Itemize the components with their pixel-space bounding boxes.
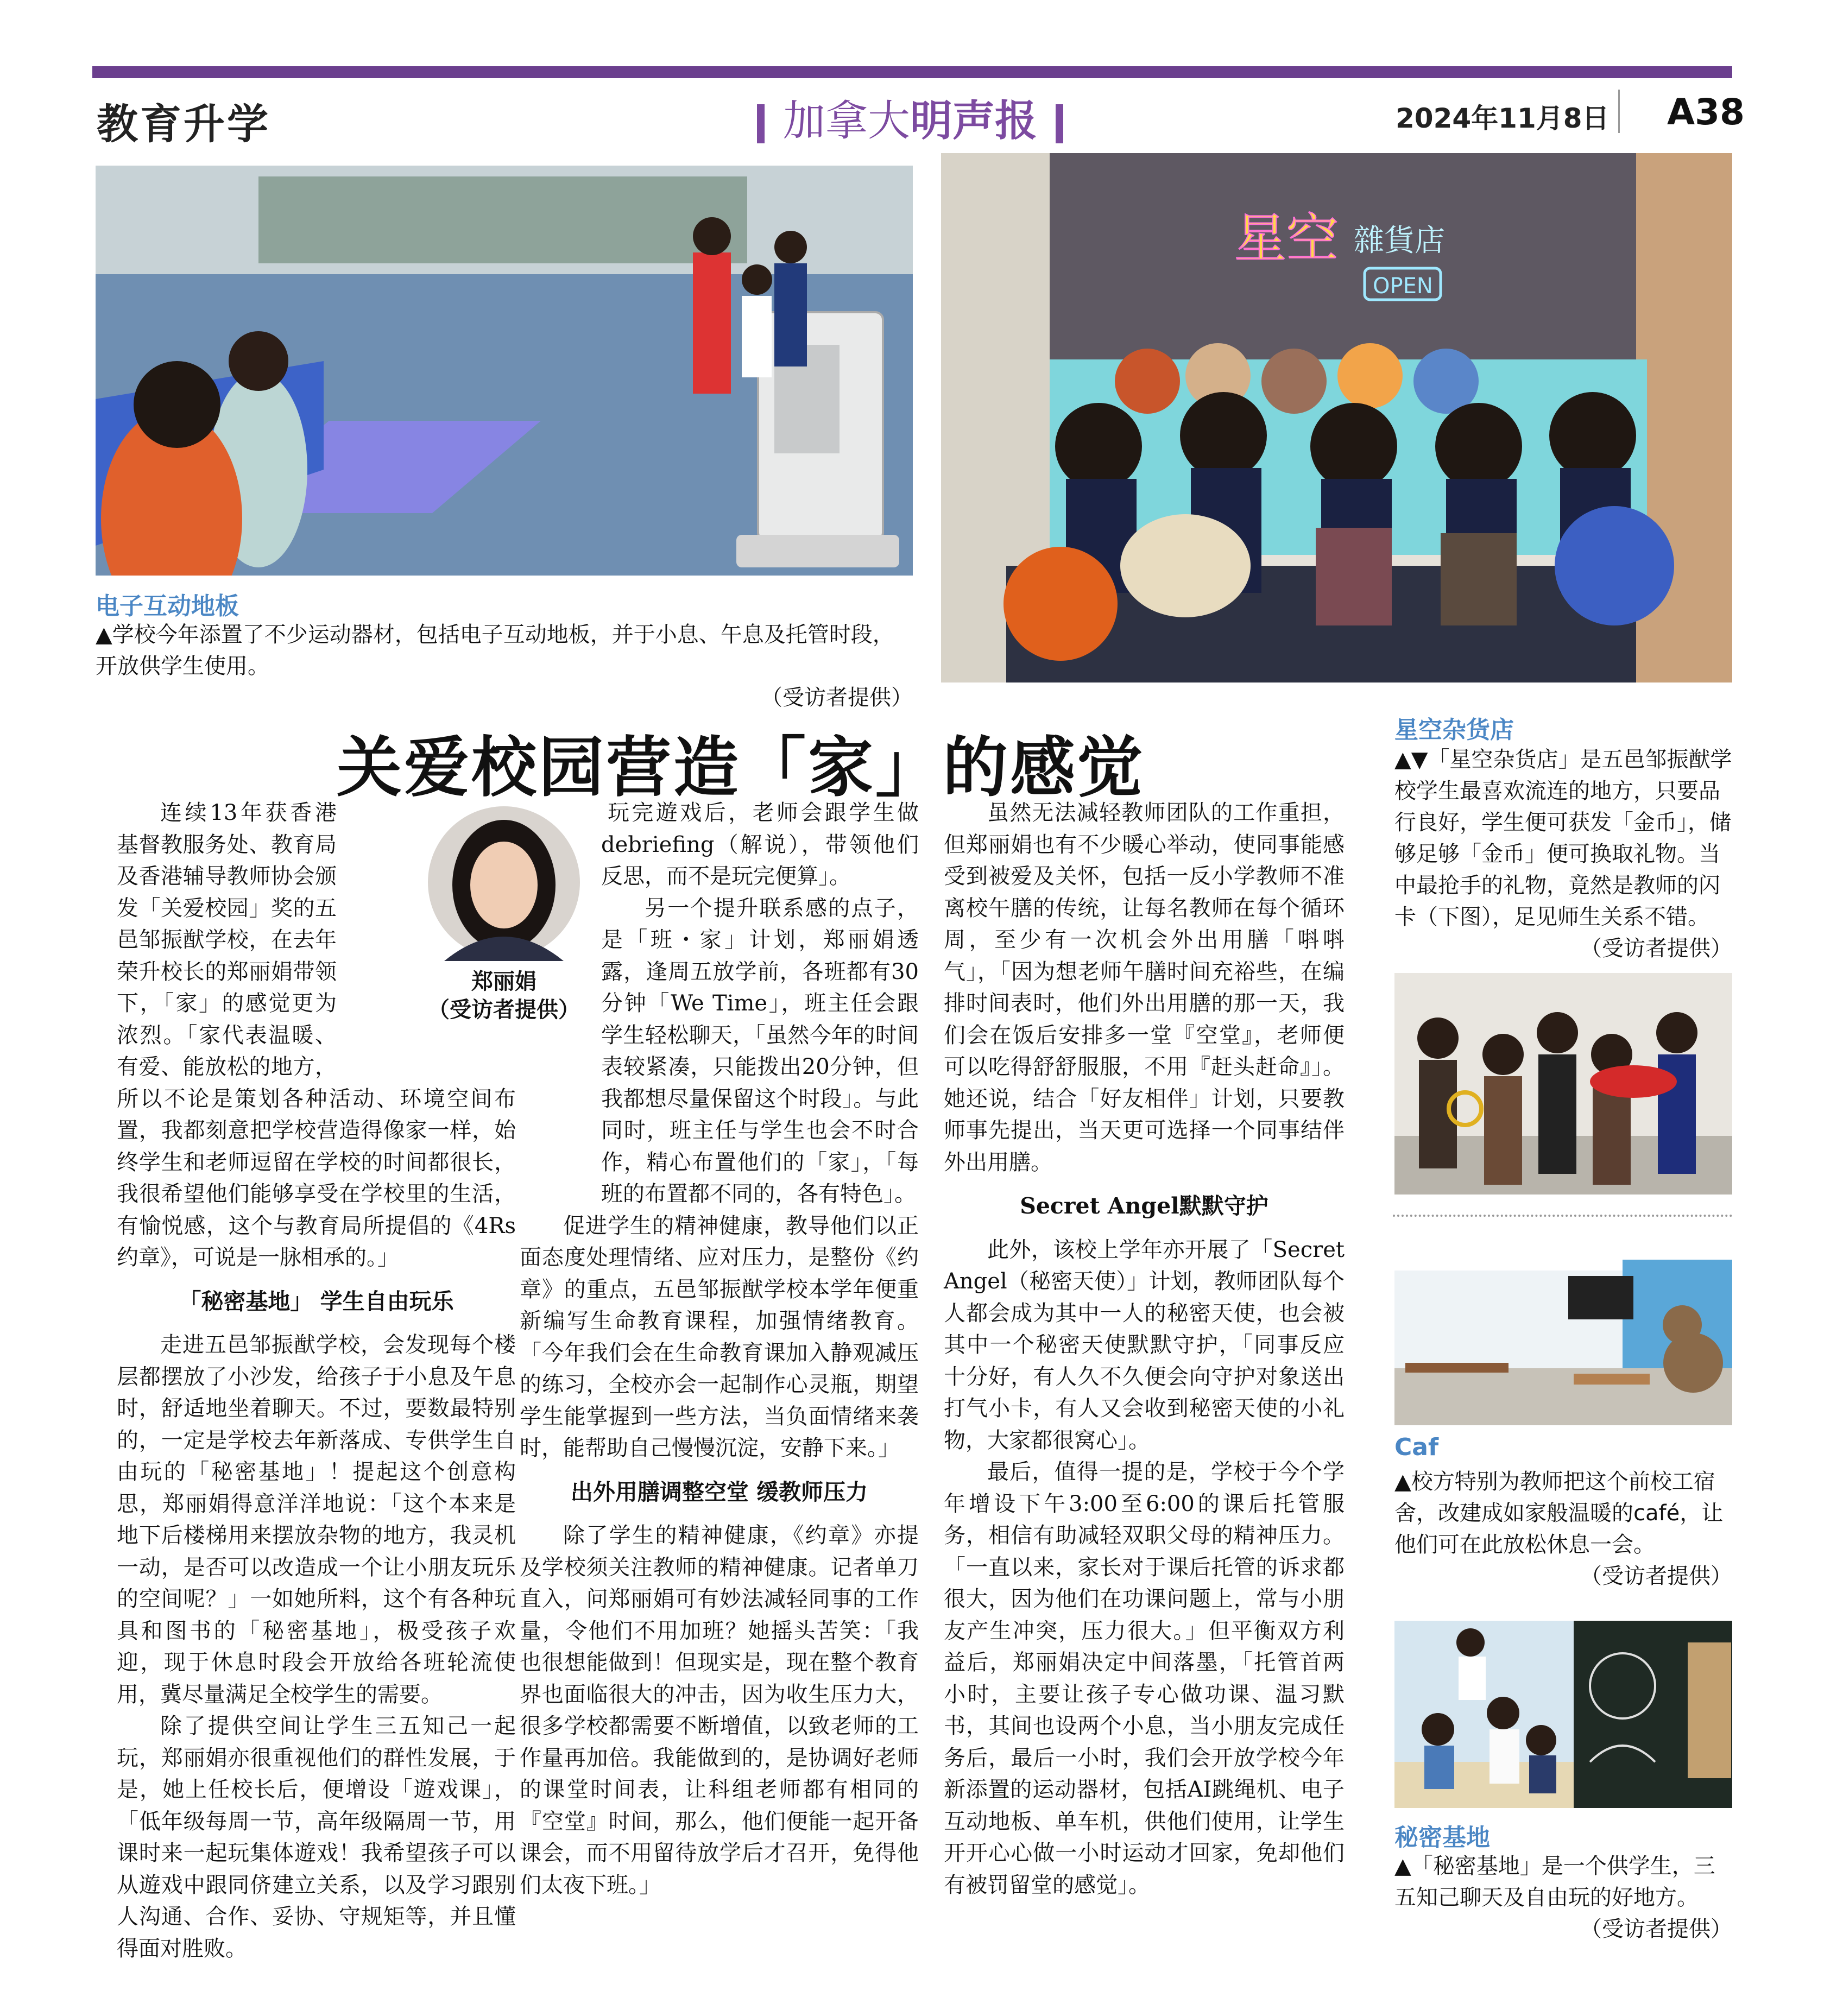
masthead-bar-right [1056,104,1063,143]
photo-teacher-flashcard [1394,973,1732,1195]
col1-paragraph: 连续13年获香港基督教服务处、教育局及香港辅导教师协会颁发「关爱校园」奖的五邑邹振猷学校，在去年荣升校长的郑丽娟带领下，「家」的感觉更为浓烈。「家代表温暖、有爱、能放松的地方，所以不论是策划各种活动、环境空间布置，我都刻意把学校营造得像家一样，始终学生和老师逗留在学校的时间都很长，我很希望他们能够享受在学校里的生活，有愉悦感，这个与教育局所提倡的《4Rs约章》，可说是一脉相承的。」 [117,800,516,1270]
cafe-caption [1394,1466,1732,1592]
store-credit: （受访者提供） [1580,936,1732,961]
subheading-secret-base: 「秘密基地」 学生自由玩乐 [179,1288,454,1314]
store-title: 星空杂货店 [1394,716,1514,744]
portrait-credit: （受访者提供） [428,997,580,1022]
photo-star-grocery [941,153,1732,682]
col1-paragraph: 除了提供空间让学生三五知己一起玩，郑丽娟亦很重视他们的群性发展，于是，她上任校长后，便增设「遊戏课」，「低年级每周一节，高年级隔周一节，用课时来一起玩集体遊戏！我希望孩子可以从遊戏中跟同侪建立关系，以及学习跟别人沟通、合作、妥协、守规矩等，并且懂得面对胜败。 [117,1714,516,1961]
photo1-caption-text: ▲学校今年添置了不少运动器材，包括电子互动地板，并于小息、午息及托管时段，开放供学生使用。 [96,622,894,679]
secret-title: 秘密基地 [1394,1824,1490,1851]
cafe-title: Caf [1394,1433,1439,1461]
col2-paragraph: 玩完遊戏后，老师会跟学生做debriefing（解说），带领他们反思，而不是玩完便算」。 [601,800,919,889]
portrait-name: 郑丽娟 [471,969,537,994]
masthead-bar-left [757,104,765,143]
cafe-credit: （受访者提供） [1580,1564,1732,1589]
col2-paragraph: 促进学生的精神健康，教导他们以正面态度处理情绪、应对压力，是整份《约章》的重点，五邑邹振猷学校本学年便重新编写生命教育课程，加强情绪教育。「今年我们会在生命教育课加入静观减压的练习，全校亦会一起制作心灵瓶，期望学生能掌握到一些方法，当负面情绪来袭时，能帮助自己慢慢沉淀，安静下来。」 [520,1213,919,1461]
teachers-costume-illustration [1394,973,1732,1195]
secret-base-illustration [1394,1621,1732,1808]
masthead [739,87,1082,148]
headline: 关爱校园营造「家」的感觉 [337,729,1145,806]
open-sign-text: OPEN [1373,274,1433,299]
photo-interactive-floor [96,166,913,576]
secret-credit: （受访者提供） [1580,1917,1732,1942]
col3-paragraph: 此外，该校上学年亦开展了「Secret Angel（秘密天使）」计划，教师团队每个人都会成为其中一人的秘密天使，也会被其中一个秘密天使默默守护，「同事反应十分好，有人久不久便会向守护对象送出打气小卡，有人又会收到秘密天使的小礼物，大家都很窝心」。 [944,1237,1345,1453]
photo1-title: 电子互动地板 [96,592,239,620]
header-divider [1618,90,1620,133]
photo1-caption [96,619,913,713]
col3-paragraph: 最后，值得一提的是，学校于今个学年增设下午3:00至6:00的课后托管服务，相信有助减轻双职父母的精神压力。「一直以来，家长对于课后托管的诉求都很大，因为他们在功课问题上，常与小朋友产生冲突，压力很大。」但平衡双方利益后，郑丽娟决定中间落墨，「托管首两小时，主要让孩子专心做功课、温习默书，其间也设两个小息，当小朋友完成任务后，最后一小时，我们会开放学校今年新添置的运动器材，包括AI跳绳机、电子互动地板、单车机，供他们使用，让学生开开心心做一小时运动才回家，免却他们有被罚留堂的感觉」。 [944,1459,1345,1898]
sidebar-divider [1393,1215,1732,1217]
star-grocery-illustration [941,153,1732,682]
masthead-name: 明声报 [910,97,1038,146]
neon-main-text: 星空 [1234,208,1339,269]
store-caption [1394,744,1732,964]
interactive-floor-illustration [96,166,913,576]
masthead-prefix: 加拿大 [783,97,911,146]
page-number: A38 [1667,91,1745,133]
top-rule [92,66,1732,78]
cafe-caption-text: ▲校方特别为教师把这个前校工宿舍，改建成如家般温暖的café，让他们可在此放松休息一会。 [1394,1469,1724,1557]
col2-indented-block [601,797,919,1210]
subheading-lunch: 出外用膳调整空堂 缓教师压力 [570,1478,868,1505]
col2-paragraph: 除了学生的精神健康，《约章》亦提及学校须关注教师的精神健康。记者单刀直入，问郑丽娟可有妙法减轻同事的工作量，令他们不用加班？她摇头苦笑：「我也很想能做到！但现实是，现在整个教育界也面临很大的冲击，因为收生压力大，很多学校都需要不断增值，以致老师的工作量再加倍。我能做到的，是协调好老师的课堂时间表，让科组老师都有相同的『空堂』时间，那么，他们便能一起开备课会，而不用留待放学后才召开，免得他们太夜下班。」 [520,1523,919,1898]
secret-caption-text: ▲「秘密基地」是一个供学生，三五知己聊天及自由玩的好地方。 [1394,1854,1715,1910]
col1-paragraph: 走进五邑邹振猷学校，会发现每个楼层都摆放了小沙发，给孩子于小息及午息时，舒适地坐着聊天。不过，要数最特别的，一定是学校去年新落成、专供学生自由玩的「秘密基地」！提起这个创意构思，郑丽娟得意洋洋地说：「这个本来是地下后楼梯用来摆放杂物的地方，我灵机一动，是否可以改造成一个让小朋友玩乐的空间呢？」一如她所料，这个有各种玩具和图书的「秘密基地」，极受孩子欢迎，现于休息时段会开放给各班轮流使用，冀尽量满足全校学生的需要。 [117,1332,516,1707]
cafe-illustration [1394,1238,1732,1425]
issue-date: 2024年11月8日 [1396,103,1610,134]
neon-sub-text: 雜貨店 [1354,223,1445,258]
secret-caption [1394,1850,1732,1945]
col2-paragraph: 另一个提升联系感的点子，是「班・家」计划，郑丽娟透露，逢周五放学前，各班都有30分钟「We Time」，班主任会跟学生轻松聊天，「虽然今年的时间表较紧凑，只能拨出20分钟，但我都想尽量保留这个时段」。与此同时，班主任与学生也会不时合作，精心布置他们的「家」，「每班的布置都不同的，各有特色」。 [601,895,919,1206]
article-column-2 [520,797,919,1901]
photo-cafe [1394,1238,1732,1425]
store-caption-text: ▲▼「星空杂货店」是五邑邹振猷学校学生最喜欢流连的地方，只要品行良好，学生便可获发「金币」，储够足够「金币」便可换取礼物。当中最抢手的礼物，竟然是教师的闪卡（下图），足见师生关系不错。 [1394,747,1732,930]
col3-paragraph: 虽然无法减轻教师团队的工作重担，但郑丽娟也有不少暖心举动，使同事能感受到被爱及关怀，包括一反小学教师不准离校午膳的传统，让每名教师在每个循环周，至少有一次机会外出用膳「唞唞气」，「因为想老师午膳时间充裕些，在编排时间表时，他们外出用膳的那一天，我们会在饭后安排多一堂『空堂』，老师便可以吃得舒舒服服，不用『赶头赶命』」。她还说，结合「好友相伴」计划，只要教师事先提出，当天更可选择一个同事结伴外出用膳。 [944,800,1345,1175]
section-title: 教育升学 [97,100,270,148]
article-column-3 [944,797,1345,1901]
photo1-credit: （受访者提供） [761,685,913,710]
photo-secret-base [1394,1621,1732,1808]
subheading-secret-angel: Secret Angel默默守护 [1020,1193,1268,1219]
